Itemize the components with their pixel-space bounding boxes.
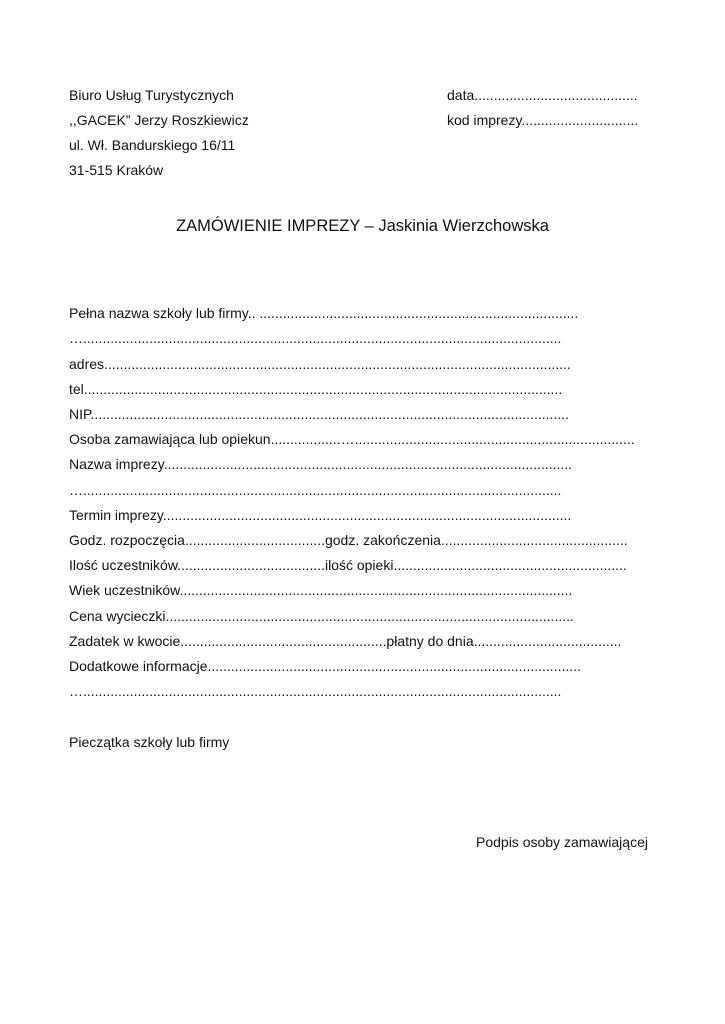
company-owner-line: ,,GACEK” Jerzy Roszkiewicz (69, 112, 249, 128)
company-street-line: ul. Wł. Bandurskiego 16/11 (69, 137, 236, 153)
form-line-deposit: Zadatek w kwocie.....................................................płatny do dnia...................................... (69, 633, 622, 649)
stamp-label: Pieczątka szkoły lub firmy (69, 734, 230, 750)
form-line-additional-info: Dodatkowe informacje................................................................................................ (69, 658, 581, 674)
form-line-price: Cena wycieczki......................................................................................................... (69, 608, 574, 624)
event-code-field: kod imprezy.............................. (447, 112, 639, 128)
form-line-organization-name-cont: …........................................................................................................................... (69, 330, 562, 346)
form-line-organization-name: Pełna nazwa szkoły lub firmy.. .................................................................................. (69, 305, 579, 321)
date-field: data.......................................... (447, 87, 638, 103)
company-name-line: Biuro Usług Turystycznych (69, 87, 234, 103)
form-line-event-date: Termin imprezy......................................................................................................... (69, 507, 572, 523)
form-line-phone: tel........................................................................................................................... (69, 381, 563, 397)
form-line-event-name: Nazwa imprezy......................................................................................................... (69, 456, 573, 472)
form-line-additional-info-cont: …........................................................................................................................... (69, 683, 562, 699)
form-line-nip: NIP........................................................................................................................... (69, 406, 569, 422)
form-line-event-name-cont: …........................................................................................................................... (69, 482, 562, 498)
form-line-address: adres........................................................................................................................ (69, 356, 571, 372)
form-line-participants-count: Ilość uczestników......................................ilość opieki............................................................ (69, 557, 627, 573)
form-line-contact-person: Osoba zamawiająca lub opiekun..................…........................................................................ (69, 431, 635, 447)
company-city-line: 31-515 Kraków (69, 162, 164, 178)
document-title: ZAMÓWIENIE IMPREZY – Jaskinia Wierzchowska (176, 217, 549, 235)
form-line-start-end-time: Godz. rozpoczęcia....................................godz. zakończenia................................................ (69, 532, 628, 548)
signature-label: Podpis osoby zamawiającej (476, 834, 648, 850)
form-line-participants-age: Wiek uczestników..................................................................................................... (69, 582, 573, 598)
